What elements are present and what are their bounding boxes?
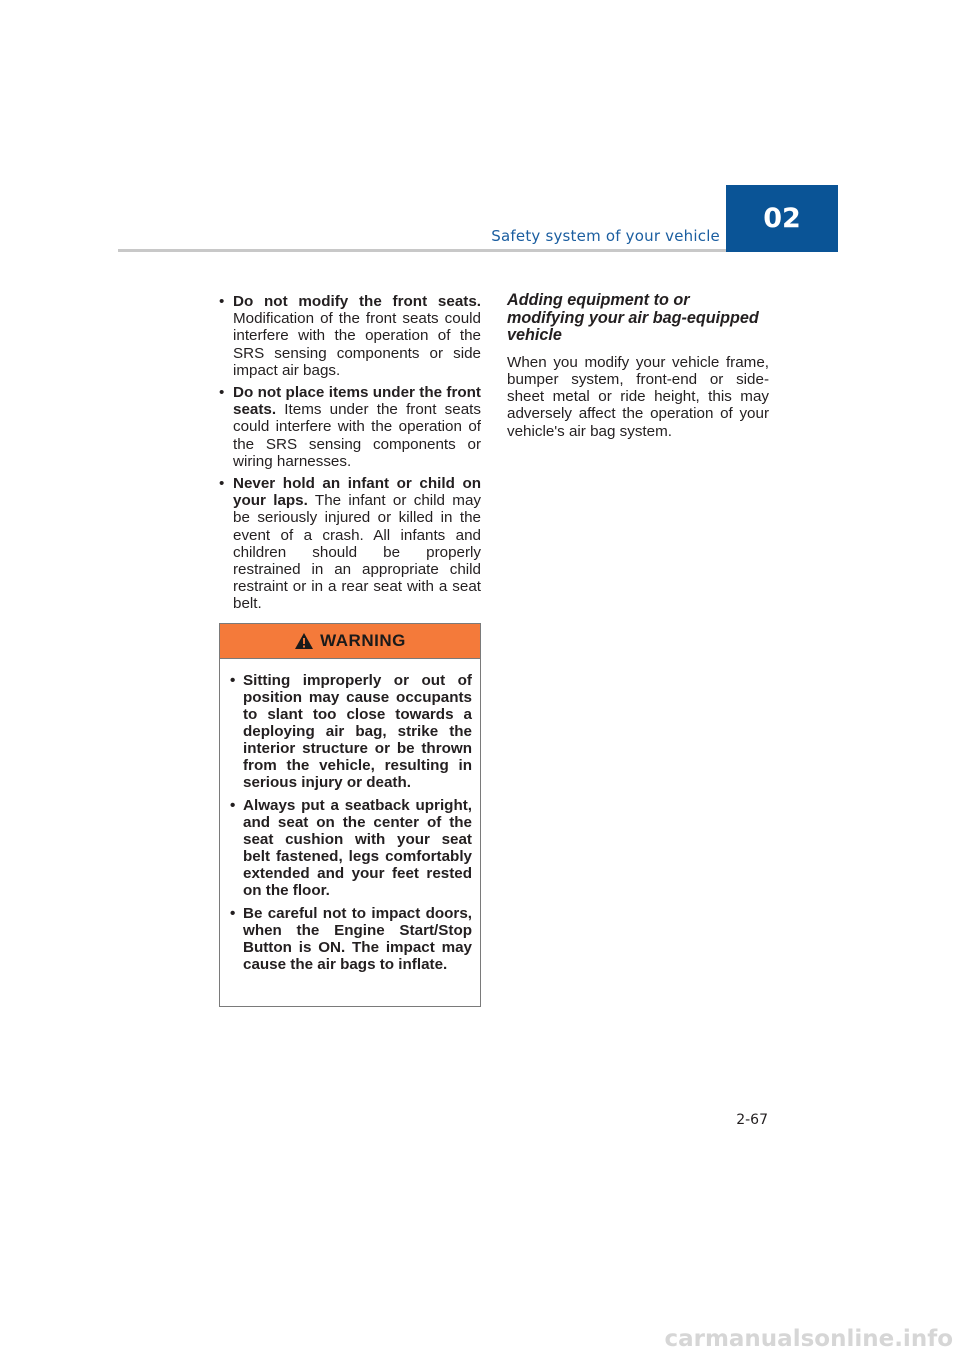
list-item-bold: Do not place items under the front seats. bbox=[233, 384, 481, 419]
warning-item bbox=[228, 797, 472, 899]
list-item-bold: Do not modify the front seats. bbox=[233, 293, 481, 310]
running-header: Safety system of your vehicle bbox=[491, 227, 720, 245]
safety-tips-list bbox=[219, 293, 481, 613]
warning-title: WARNING bbox=[320, 631, 406, 650]
list-item-text: Modification of the front seats could interfere with the operation of the SRS sensing components or side impact air bags. bbox=[233, 310, 481, 379]
bullet-icon: • bbox=[230, 797, 236, 814]
list-item-bold: Never hold an infant or child on your laps. bbox=[233, 475, 481, 510]
bullet-icon: • bbox=[219, 475, 225, 493]
header-rule bbox=[118, 249, 726, 252]
warning-item-text: Be careful not to impact doors, when the Engine Start/Stop Button is ON. The impact may cause the air bags to inflate. bbox=[243, 905, 472, 973]
page-number: 2-67 bbox=[736, 1112, 768, 1128]
warning-item-text: Always put a seatback upright, and seat on the center of the seat cushion with your seat belt fastened, legs comfortably extended and your feet rested on the floor. bbox=[243, 797, 472, 899]
list-item bbox=[219, 384, 481, 470]
warning-item bbox=[228, 672, 472, 791]
left-column bbox=[219, 293, 481, 618]
right-column bbox=[507, 292, 769, 440]
warning-item bbox=[228, 905, 472, 973]
section-paragraph: When you modify your vehicle frame, bumper system, front-end or side-sheet metal or ride height, this may adversely affect the operation of your vehicle's air bag system. bbox=[507, 353, 769, 440]
warning-box bbox=[219, 623, 481, 1007]
warning-body bbox=[220, 659, 480, 973]
bullet-icon: • bbox=[230, 672, 236, 689]
warning-header bbox=[220, 624, 480, 659]
section-heading: Adding equipment to or modifying your air bag-equipped vehicle bbox=[507, 291, 759, 345]
bullet-icon: • bbox=[219, 293, 225, 310]
watermark: carmanualsonline.info bbox=[664, 1326, 953, 1352]
list-item bbox=[219, 293, 481, 379]
list-item bbox=[219, 475, 481, 613]
list-item-text: The infant or child may be seriously injured or killed in the event of a crash. All infants and children should be properly restrained in an appropriate child restraint or in a rear seat with a seat belt. bbox=[233, 492, 481, 613]
list-item-text: Items under the front seats could interfere with the operation of the SRS sensing components or wiring harnesses. bbox=[233, 401, 481, 470]
warning-triangle-icon bbox=[294, 632, 314, 650]
chapter-tab bbox=[726, 185, 838, 252]
bullet-icon: • bbox=[219, 384, 225, 402]
warning-item-text: Sitting improperly or out of position may cause occupants to slant too close towards a deploying air bag, strike the interior structure or be thrown from the vehicle, resulting in serious injury or death. bbox=[243, 672, 472, 791]
bullet-icon: • bbox=[230, 905, 236, 922]
chapter-number: 02 bbox=[763, 203, 801, 234]
warning-list bbox=[228, 672, 472, 973]
